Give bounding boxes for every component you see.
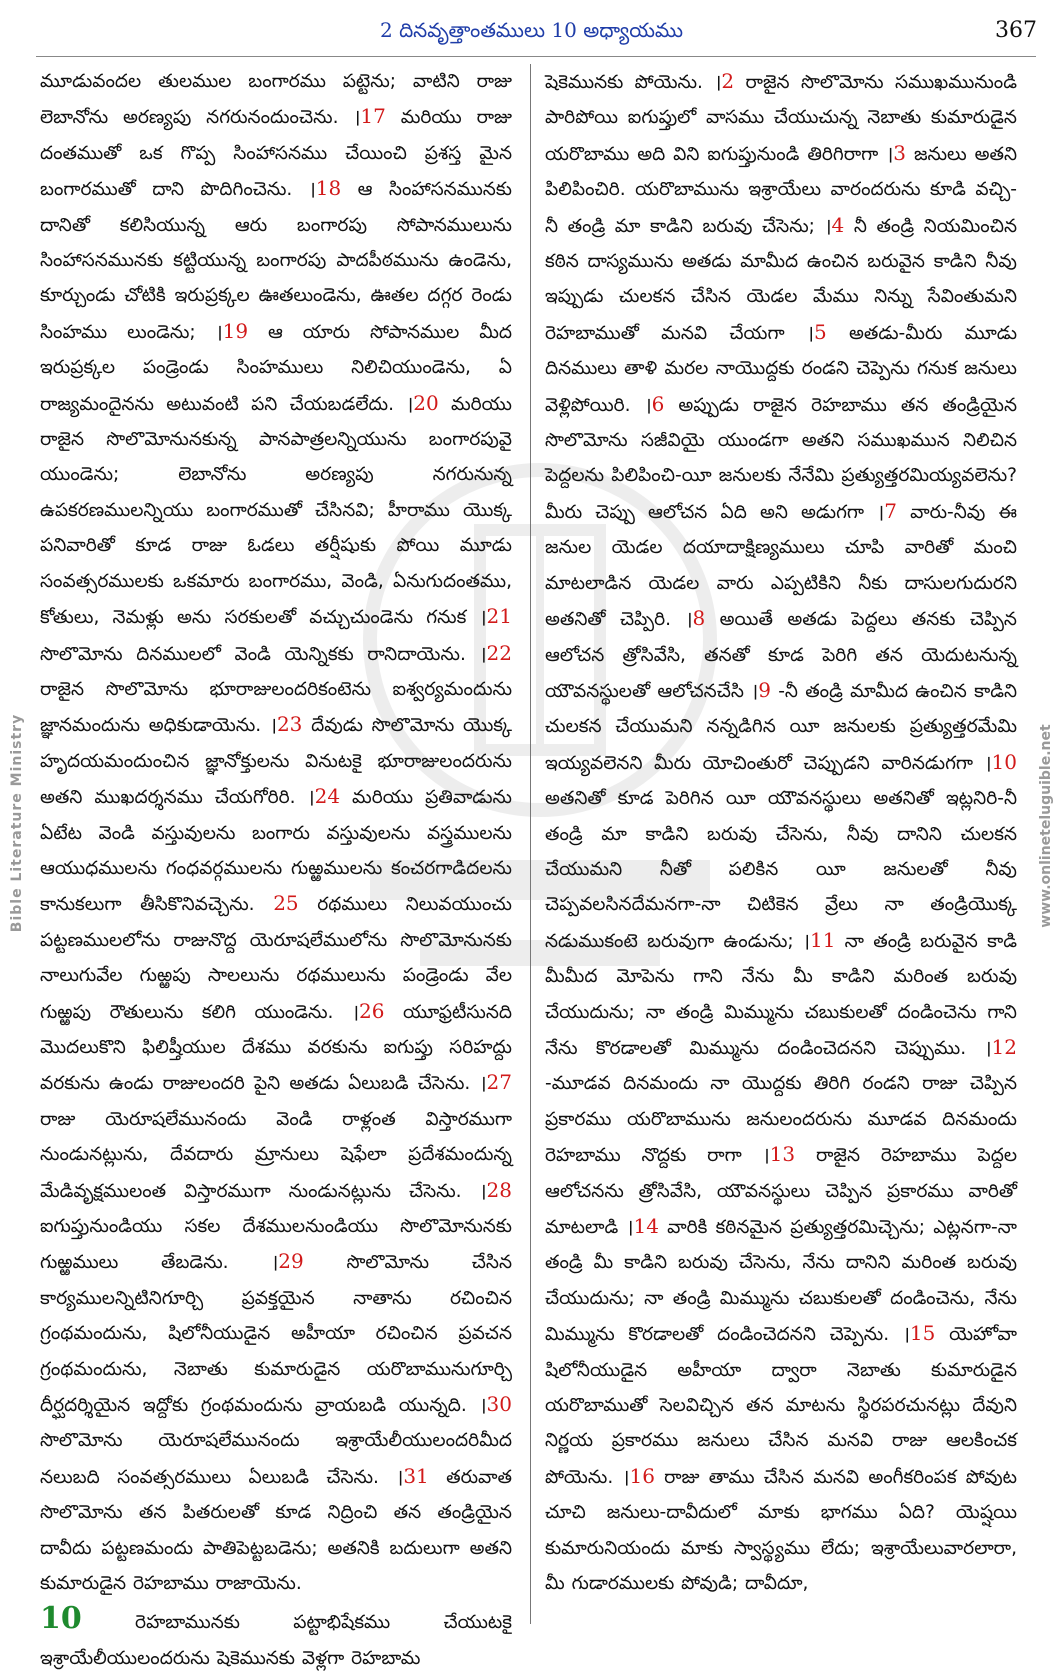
verse-number: 28 [486, 1177, 512, 1202]
verse-number: 12 [991, 1034, 1017, 1059]
verse-number: 25 [273, 891, 299, 916]
verse-text: -నీ తండ్రి మామీద ఉంచిన కాడిని చులకన చేయుమని నన్నడిగిన యీ జనులకు ప్రత్యుత్తరమేమి ఇయ్యవలెనని మీరు యోచింతురో చెప్పుడని వారినడుగగా । [545, 680, 1018, 774]
verse-text: రాజు తాము చేసిన మనవి అంగీకరింపక పోవుట చూచి జనులు-దావీదులో మాకు భాగము ఏది? యెష్షయి కుమారునియందు మాకు స్వాస్థ్యము లేదు; ఇశ్రాయేలువారలారా, మీ గుడారములకు పోవుడి; దావీదూ, [545, 1466, 1017, 1595]
verse-number: 23 [276, 712, 303, 737]
verse-number: 7 [884, 498, 897, 523]
verse-text: యూఫ్రటీసునది మొదలుకొని ఫిలిష్తీయుల దేశము వరకును ఐగుప్తు సరిహద్దు వరకును ఉండు రాజులందరి పైని అతడు ఏలుబడి చేసెను. । [40, 1001, 512, 1095]
verse-number: 27 [486, 1070, 512, 1095]
left-column [40, 64, 512, 1676]
verse-number: 2 [721, 69, 735, 93]
verse-text: రాజు యెరూషలేమునందు వెండి రాళ్లంత విస్తారముగా నుండునట్లును, దేవదారు మ్రానులు షెఫేలా ప్రదేశమందున్న మేడివృక్షములంత విస్తారముగా నుండునట్లును చేసెను. । [40, 1108, 512, 1202]
verse-number: 3 [893, 140, 907, 165]
verse-number: 22 [486, 640, 512, 665]
verse-text: అతడు-మీరు మూడు దినములు తాళి మరల నాయొద్దకు రండని చెప్పెను గనుక జనులు వెళ్లిపోయిరి. । [545, 322, 1018, 416]
verse-number: 10 [991, 749, 1017, 774]
verse-number: 11 [809, 927, 836, 952]
side-text-left [2, 713, 28, 940]
verse-text: మరియు ప్రతివాడును ఏటేట వెండి వస్తువులను బంగారు వస్తువులను వస్త్రములను ఆయుధములను గంధవర్గములను గుఱ్ఱములను కంచరగాడిదలను కానుకలుగా తీసికొనివచ్చెను. [40, 787, 512, 916]
verse-number: 13 [769, 1142, 796, 1167]
verse-text: సొలొమోను దినములలో వెండి యెన్నికకు రానిదాయెను. । [40, 643, 487, 665]
verse-number: 15 [909, 1321, 936, 1346]
side-text-right-label: www.onlineteluguible.net [1038, 724, 1054, 928]
chapter-number: 10 [40, 1601, 82, 1637]
verse-text: రెహబామునకు పట్టాభిషేకము చేయుటకై ఇశ్రాయేలీయులందరును షెకెమునకు వెళ్లగా రెహబామ [40, 1612, 512, 1669]
verse-text: తరువాత సొలొమోను తన పితరులతో కూడ నిద్రించి తన తండ్రియైన దావీదు పట్టణమందు పాతిపెట్టబడెను; అతనికి బదులుగా అతని కుమారుడైన రెహబాము రాజాయెను. [40, 1466, 512, 1595]
verse-text: మరియు రాజైన సొలొమోనునకున్న పానపాత్రలన్నియును బంగారపువై యుండెను; లెబానోను అరణ్యపు నగరునున్న ఉపకరణములన్నియు బంగారముతో చేసినవి; హీరాము యొక్క పనివారితో కూడ రాజు ఓడలు తర్షీషుకు పోయి మూడు సంవత్సరములకు ఒకమారు బంగారము, వెండి, ఏనుగుదంతము, కోతులు, నెమళ్లు అను సరకులతో వచ్చుచుండెను గనుక । [40, 393, 512, 629]
right-column [545, 64, 1017, 1601]
verse-text: దేవుడు సొలొమోను యొక్క హృదయమందుంచిన జ్ఞానోక్తులను వినుటకై భూరాజులందరును అతని ముఖదర్శనము చేయగోరిరి. । [40, 715, 512, 809]
verse-text: వారికి కఠినమైన ప్రత్యుత్తరమిచ్చెను; ఎట్లనగా-నా తండ్రి మీ కాడిని బరువు చేసెను, నేను దానిని మరింత బరువు చేయుదును; నా తండ్రి మిమ్మును చబుకులతో దండించెను, నేను మిమ్మును కొరడాలతో దండించెదనని చెప్పెను. । [545, 1217, 1017, 1346]
page-number: 367 [995, 18, 1037, 43]
verse-number: 29 [278, 1249, 304, 1274]
verse-text: షెకెమునకు పోయెను. । [545, 72, 722, 93]
verse-text: సొలొమోను యెరూషలేమునందు ఇశ్రాయేలీయులందరిమీద నలుబది సంవత్సరములు ఏలుబడి చేసెను. । [40, 1430, 512, 1488]
side-text-left-label: Bible Literature Ministry [9, 713, 25, 933]
verse-text: ఆ యారు సోపానముల మీద ఇరుప్రక్కల పండ్రెండు సింహములు నిలిచియుండెను, ఏ రాజ్యమందైనను అటువంటి పని చేయబడలేదు. । [40, 321, 512, 415]
verse-number: 21 [486, 604, 512, 629]
verse-text: వారు-నీవు ఈ జనుల యెడల దయాదాక్షిణ్యములు చూపి వారితో మంచి మాటలాడిన యెడల వారు ఎప్పటికిని నీకు దాసులగుదురని అతనితో చెప్పిరి. । [545, 501, 1017, 631]
verse-text: అప్పుడు రాజైన రెహబాము తన తండ్రియైన సొలొమోను సజీవియై యుండగా అతని సముఖమున నిలిచిన పెద్దలను పిలిపించి-యీ జనులకు నేనేమి ప్రత్యుత్తరమియ్యవలెను? మీరు చెప్పు ఆలోచన ఏది అని అడుగగా । [545, 394, 1017, 523]
verse-text: ఆ సింహాసనమునకు దానితో కలిసియున్న ఆరు బంగారపు సోపానములును సింహాసనమునకు కట్టియున్న బంగారపు పాదపీఠమును ఉండెను, కూర్చుండు చోటికి ఇరుప్రక్కల ఊతలుండెను, ఊతల దగ్గర రెండు సింహము లుండెను; । [40, 179, 512, 343]
verse-text: రాజైన రెహబాము పెద్దల ఆలోచనను త్రోసివేసి, యౌవనస్థులు చెప్పిన ప్రకారము వారితో మాటలాడి । [545, 1145, 1018, 1238]
verse-number: 17 [360, 104, 386, 129]
verse-number: 4 [831, 212, 845, 237]
verse-number: 24 [314, 784, 341, 809]
page-header [0, 18, 1063, 50]
verse-number: 8 [692, 606, 706, 631]
header-rule [36, 56, 1036, 57]
verse-text: యెహోవా షిలోనీయుడైన అహీయా ద్వారా నెబాతు కుమారుడైన యరొబాముతో సెలవిచ్చిన తన మాటను స్థిరపరచునట్లు దేవుని నిర్ణయ ప్రకారము జనులు చేసిన మనవి రాజు ఆలకించక పోయెను. । [545, 1324, 1017, 1488]
verse-text: రాజైన సొలొమోను సముఖమునుండి పారిపోయి ఐగుప్తులో వాసము చేయుచున్న నెబాతు కుమారుడైన యరొబాము అది విని ఐగుప్తునుండి తిరిగిరాగా । [545, 72, 1017, 165]
verse-text: రాజైన సొలొమోను భూరాజులందరికంటెను ఐశ్వర్యమందును జ్ఞానమందును అధికుడాయెను. । [40, 678, 512, 737]
verse-number: 14 [633, 1214, 659, 1238]
verse-text: రథములు నిలువయుంచు పట్టణములలోను రాజునొద్ద యెరూషలేములోను సొలొమోనునకు నాలుగువేల గుఱ్ఱపు సాలలును రథములును పండ్రెండు వేల గుఱ్ఱపు రౌతులును కలిగి యుండెను. । [40, 894, 512, 1023]
verse-number: 6 [651, 391, 665, 416]
verse-number: 19 [222, 318, 249, 343]
verse-number: 5 [813, 319, 827, 344]
verse-text: -మూడవ దినమందు నా యొద్దకు తిరిగి రండని రాజు చెప్పిన ప్రకారము యరొబామును జనులందరును మూడవ దినమందు రెహబాము నొద్దకు రాగా । [545, 1073, 1017, 1167]
verse-text: అతనితో కూడ పెరిగిన యీ యౌవనస్థులు అతనితో ఇట్లనిరి-నీ తండ్రి మా కాడిని బరువు చేసెను, నీవు దానిని చులకన చేయుమని నీతో పలికిన యీ జనులతో నీవు చెప్పవలసినదేమనగా-నా చిటికెన వ్రేలు నా తండ్రియొక్క నడుముకంటె బరువుగా ఉండును; । [545, 788, 1017, 952]
side-text-right [1033, 700, 1059, 960]
verse-text: నా తండ్రి బరువైన కాడి మీమీద మోపెను గాని నేను మీ కాడిని మరింత బరువు చేయుదును; నా తండ్రి మిమ్మును చబుకులతో దండించెను గాని నేను కొరడాలతో మిమ్మును దండించెదనని చెప్పుము. । [545, 930, 1017, 1059]
column-divider [530, 64, 531, 1624]
verse-number: 18 [315, 176, 342, 201]
verse-text: మరియు రాజు దంతముతో ఒక గొప్ప సింహాసనము చేయించి ప్రశస్త మైన బంగారముతో దాని పొదిగించెను. । [40, 107, 512, 201]
verse-number: 16 [629, 1463, 655, 1488]
running-title: 2 దినవృత్తాంతములు 10 అధ్యాయము [379, 18, 683, 42]
verse-text: ఐగుప్తునుండియు సకల దేశములనుండియు సొలొమోనునకు గుఱ్ఱములు తేబడెను. । [40, 1216, 512, 1274]
verse-text: సొలొమోను చేసిన కార్యములన్నిటినిగూర్చి ప్రవక్తయైన నాతాను రచించిన గ్రంథమందును, షిలోనీయుడైన అహీయా రచించిన ప్రవచన గ్రంథమందును, నెబాతు కుమారుడైన యరొబామునుగూర్చి దీర్ఘదర్శియైన ఇద్దోకు గ్రంథమందును వ్రాయబడి యున్నది. । [40, 1252, 512, 1417]
verse-number: 9 [758, 677, 771, 702]
verse-text: నీ తండ్రి నియమించిన కఠిన దాస్యమును అతడు మామీద ఉంచిన బరువైన కాడిని నీవు ఇప్పుడు చులకన చేసిన యెడల మేము నిన్ను సేవింతుమని రెహబాముతో మనవి చేయగా । [545, 215, 1018, 344]
verse-text: అయితే అతడు పెద్దలు తనకు చెప్పిన ఆలోచన త్రోసివేసి, తనతో కూడ పెరిగి తన యెదుటనున్న యౌవనస్థులతో ఆలోచనచేసి । [545, 609, 1017, 702]
verse-number: 31 [403, 1463, 429, 1488]
verse-number: 30 [486, 1392, 512, 1417]
verse-text: మూడువందల తులముల బంగారము పట్టెను; వాటిని రాజు లెబానోను అరణ్యపు నగరునందుంచెను. । [40, 71, 512, 129]
verse-text: జనులు అతని పిలిపించిరి. యరొబామును ఇశ్రాయేలు వారందరును కూడి వచ్చి-నీ తండ్రి మా కాడిని బరువు చేసెను; । [545, 143, 1017, 237]
verse-number: 26 [359, 998, 385, 1023]
verse-number: 20 [413, 390, 439, 415]
